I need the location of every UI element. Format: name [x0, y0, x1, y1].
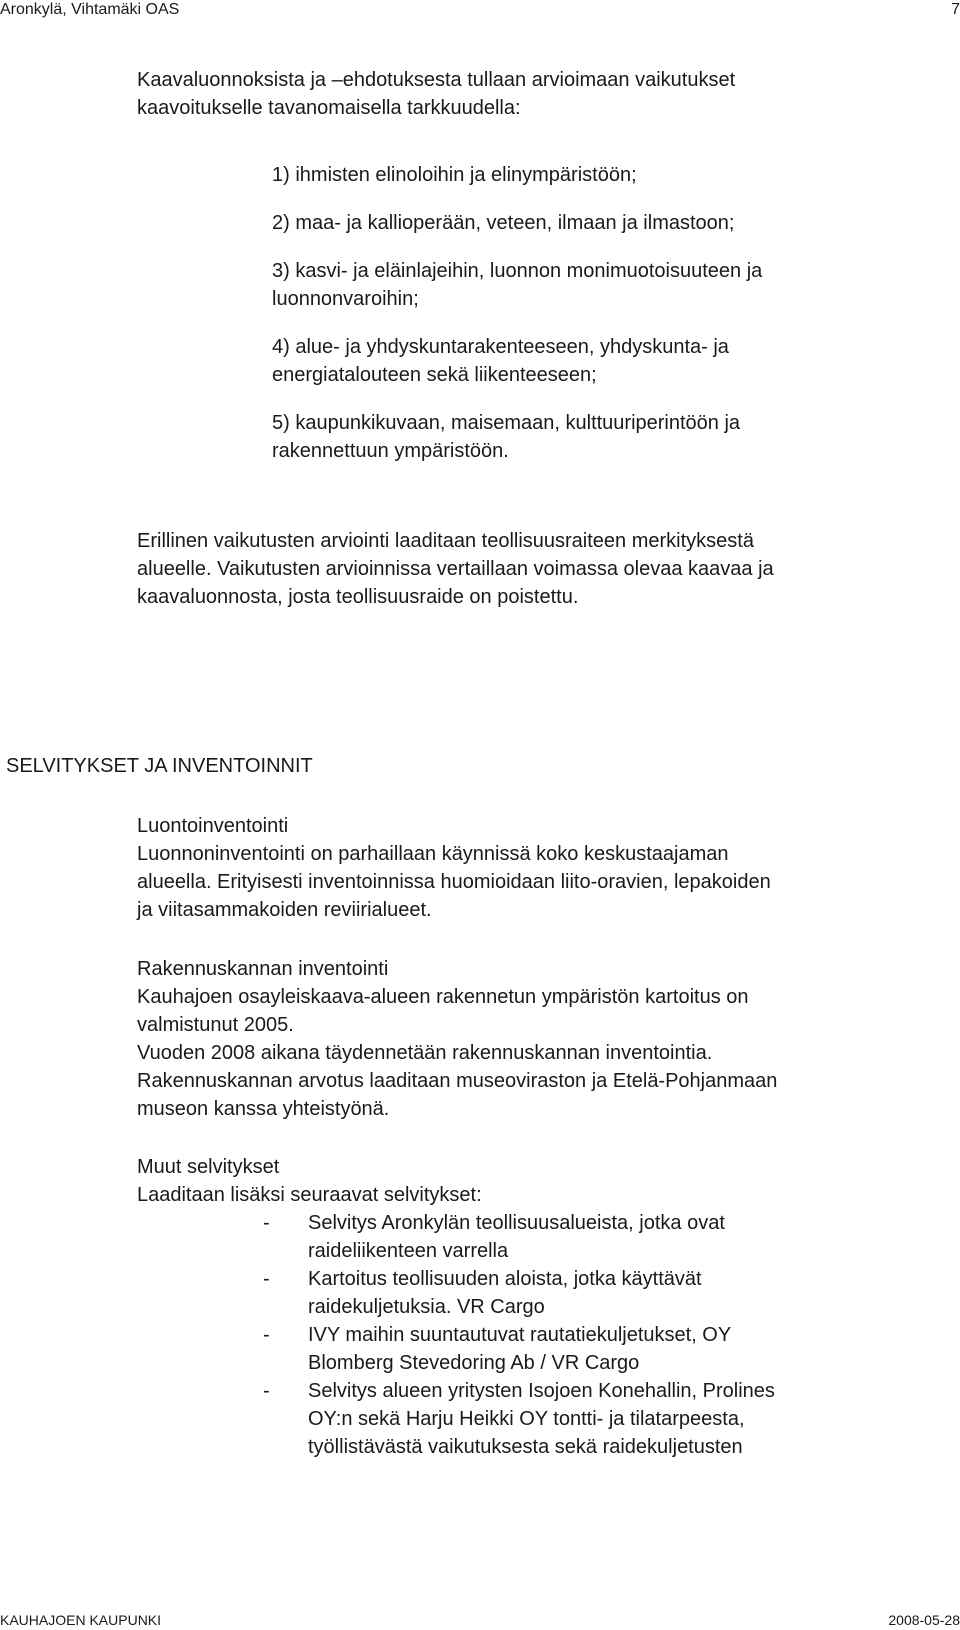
dash-bullet: -: [263, 1324, 270, 1346]
subsection-title: Muut selvitykset: [137, 1156, 280, 1178]
page-number: 7: [951, 1, 960, 18]
paragraph-line: Erillinen vaikutusten arviointi laaditaan teollisuusraiteen merkityksestä: [137, 530, 754, 552]
impact-item-continued: energiatalouteen sekä liikenteeseen;: [272, 364, 597, 386]
list-item-line: Kartoitus teollisuuden aloista, jotka käyttävät: [308, 1268, 702, 1290]
list-item-line: Selvitys alueen yritysten Isojoen Konehallin, Prolines: [308, 1380, 775, 1402]
paragraph-line: Vuoden 2008 aikana täydennetään rakennuskannan inventointia.: [137, 1042, 713, 1064]
footer-date: 2008-05-28: [888, 1612, 960, 1628]
list-item-line: raideliikenteen varrella: [308, 1240, 509, 1262]
list-item-line: työllistävästä vaikutuksesta sekä raidekuljetusten: [308, 1436, 743, 1458]
impact-item: 4) alue- ja yhdyskuntarakenteeseen, yhdyskunta- ja: [272, 336, 729, 358]
list-item-line: IVY maihin suuntautuvat rautatiekuljetukset, OY: [308, 1324, 732, 1346]
document-title: Aronkylä, Vihtamäki OAS: [0, 1, 180, 18]
paragraph-line: Rakennuskannan arvotus laaditaan museoviraston ja Etelä-Pohjanmaan: [137, 1070, 778, 1092]
dash-bullet: -: [263, 1268, 270, 1290]
dash-bullet: -: [263, 1380, 270, 1402]
paragraph-line: Luonnoninventointi on parhaillaan käynnissä koko keskustaajaman: [137, 843, 729, 865]
impact-item: 3) kasvi- ja eläinlajeihin, luonnon monimuotoisuuteen ja: [272, 260, 763, 282]
footer-organization: KAUHAJOEN KAUPUNKI: [0, 1612, 162, 1628]
running-header: [0, 0, 960, 24]
list-item-line: Selvitys Aronkylän teollisuusalueista, jotka ovat: [308, 1212, 725, 1234]
impact-item: 2) maa- ja kallioperään, veteen, ilmaan ja ilmastoon;: [272, 212, 735, 234]
impact-item: 1) ihmisten elinoloihin ja elinympäristöön;: [272, 164, 637, 186]
intro-line: kaavoitukselle tavanomaisella tarkkuudella:: [137, 97, 521, 119]
subsection-title: Luontoinventointi: [137, 815, 289, 837]
impact-item-continued: rakennettuun ympäristöön.: [272, 440, 509, 462]
paragraph-line: alueelle. Vaikutusten arvioinnissa vertaillaan voimassa olevaa kaavaa ja: [137, 558, 774, 580]
impact-item-continued: luonnonvaroihin;: [272, 288, 419, 310]
list-item-line: raidekuljetuksia. VR Cargo: [308, 1296, 545, 1318]
list-item-line: Blomberg Stevedoring Ab / VR Cargo: [308, 1352, 640, 1374]
intro-line: Kaavaluonnoksista ja –ehdotuksesta tullaan arvioimaan vaikutukset: [137, 69, 736, 91]
section-heading: SELVITYKSET JA INVENTOINNIT: [6, 755, 313, 777]
list-intro: Laaditaan lisäksi seuraavat selvitykset:: [137, 1184, 482, 1206]
paragraph-line: museon kanssa yhteistyönä.: [137, 1098, 390, 1120]
paragraph-line: alueella. Erityisesti inventoinnissa huomioidaan liito-oravien, lepakoiden: [137, 871, 771, 893]
paragraph-line: Kauhajoen osayleiskaava-alueen rakennetun ympäristön kartoitus on: [137, 986, 749, 1008]
subsection-title: Rakennuskannan inventointi: [137, 958, 389, 980]
impact-item: 5) kaupunkikuvaan, maisemaan, kulttuuriperintöön ja: [272, 412, 741, 434]
list-item-line: OY:n sekä Harju Heikki OY tontti- ja tilatarpeesta,: [308, 1408, 745, 1430]
paragraph-line: kaavaluonnosta, josta teollisuusraide on poistettu.: [137, 586, 579, 608]
running-footer: [0, 1611, 960, 1630]
paragraph-line: valmistunut 2005.: [137, 1014, 294, 1036]
paragraph-line: ja viitasammakoiden reviirialueet.: [137, 899, 432, 921]
dash-bullet: -: [263, 1212, 270, 1234]
